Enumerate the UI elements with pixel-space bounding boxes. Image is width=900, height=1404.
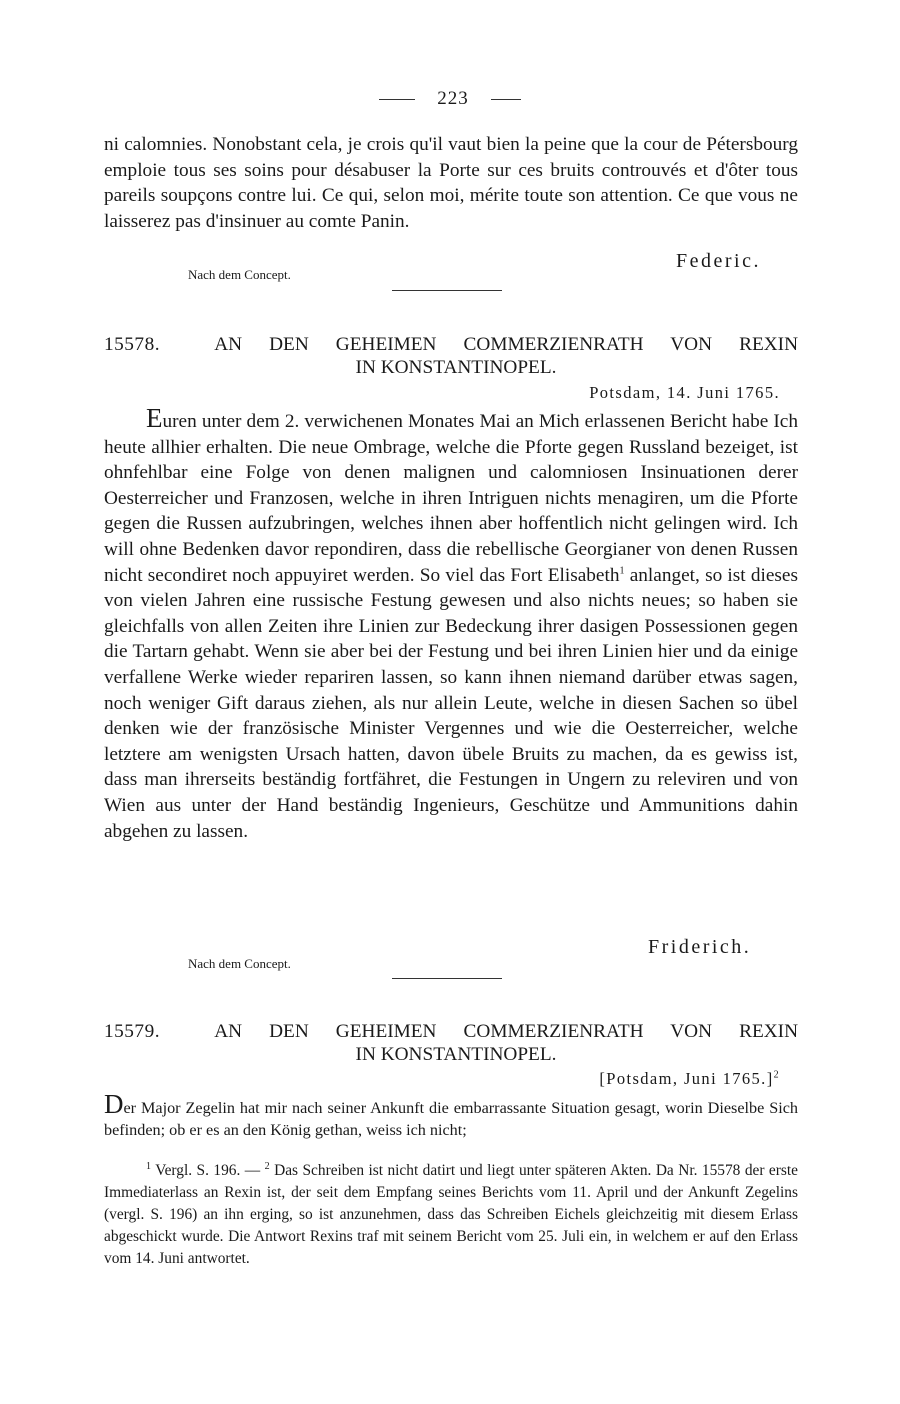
footnote-1-marker: 1	[146, 1160, 151, 1172]
letter1-number: 15578.	[104, 334, 161, 355]
letter1-signature: Friderich.	[648, 936, 752, 958]
intro-source-note: Nach dem Concept.	[188, 267, 291, 282]
separator-rule	[392, 290, 502, 291]
footnotes	[104, 1160, 798, 1270]
footnote-ref-1: 1	[619, 565, 625, 577]
letter2-dateline	[599, 1069, 780, 1089]
letter1-text-part1: uren unter dem 2. verwichenen Monates Mai an Mich erlassenen Bericht habe Ich heute allhier erhalten. Die neue Ombrage, welche die Pforte gegen Russland bezeiget, ist ohnfehlbar eine Folge von denen malignen und calomniosen Insinuationen derer Oesterreicher und Franzosen, welche in ihren Intriguen nichts menagiren, um die Pforte gegen die Russen aufzubringen, welches ihnen aber hoffentlich nicht gelingen wird. Ich will ohne Bedenken davor repondiren, dass die rebellische Georgianer von denen Russen nicht secondiret noch appuyiret werden. So viel das Fort Elisabeth	[104, 411, 798, 586]
intro-paragraph: ni calomnies. Nonobstant cela, je crois qu'il vaut bien la peine que la cour de Pétersbourg emploie tous ses soins pour désabuser la Porte sur ces bruits controuvés et d'ôter tous pareils soupçons contre lui. Ce qui, selon moi, mérite toute son attention. Ce que vous ne laisserez pas d'insinuer au comte Panin.	[104, 134, 798, 232]
page-header	[0, 88, 900, 110]
letter2-text: er Major Zegelin hat mir nach seiner Ankunft die embarrassante Situation gesagt, worin Dieselbe Sich befinden; ob er es an den König gethan, weiss ich nicht;	[104, 1099, 798, 1139]
letter1-heading-line2: IN KONSTANTINOPEL.	[355, 357, 557, 378]
separator-rule	[392, 978, 502, 979]
letter1-initial: E	[146, 403, 163, 433]
letter2-heading-line2: IN KONSTANTINOPEL.	[355, 1044, 557, 1065]
page-number: 223	[437, 88, 469, 109]
footnote-2-marker: 2	[264, 1160, 270, 1172]
header-dash-right	[491, 99, 521, 100]
letter2-paragraph	[104, 1089, 798, 1141]
letter1-heading-line1: AN DEN GEHEIMEN COMMERZIENRATH VON REXIN	[214, 334, 798, 355]
letter1-source-note: Nach dem Concept.	[188, 956, 291, 971]
letter2-initial: D	[104, 1089, 124, 1119]
footnote-2-text: Das Schreiben ist nicht datirt und liegt unter späteren Akten. Da Nr. 15578 der erste Immediaterlass an Rexin ist, der seit dem Empfang seines Berichts vom 11. April und der Ankunft Zegelins (vergl. S. 196) an ihn erging, so ist anzunehmen, dass das Schreiben Eichels gleichzeitig mit diesem Erlass abgeschickt wurde. Die Antwort Rexins traf mit seinem Bericht vom 25. Juli ein, in welchem er auf den Erlass vom 14. Juni antwortet.	[104, 1162, 798, 1267]
letter1-text-part2: anlanget, so ist dieses von vielen Jahren eine russische Festung gewesen und also nichts neues; so haben sie gleichfalls von allen Zeiten ihre Linien zur Bedeckung ihrer dasigen Possessionen gegen die Tartarn gehabt. Wenn sie aber bei der Festung und bei ihren Linien hier und da einige verfallene Werke wieder repariren lassen, so kann ihnen niemand darüber etwas sagen, noch weniger Gift daraus ziehen, als nur allein Leute, welche in diesen Sachen so übel denken wie der französische Minister Vergennes und wie die Oesterreicher, welche letztere am wenigsten Ursach hatten, davon übele Bruits zu machen, da es gewiss ist, dass man ihrerseits beständig fortfähret, die Festungen in Ungern zu releviren und von Wien aus unter der Hand beständig Ingenieurs, Geschütze und Ammunitions dahin abgehen zu lassen.	[104, 564, 798, 842]
letter2-heading	[104, 1020, 798, 1066]
intro-block	[104, 132, 798, 234]
letter2-number: 15579.	[104, 1021, 161, 1042]
letter1-heading	[104, 333, 798, 379]
intro-signature: Federic.	[676, 250, 761, 272]
letter1-paragraph	[104, 403, 798, 844]
footnote-1-text: Vergl. S. 196. —	[155, 1162, 261, 1179]
letter2-dateline-text: [Potsdam, Juni 1765.]	[599, 1069, 774, 1088]
letter1-dateline: Potsdam, 14. Juni 1765.	[589, 383, 780, 402]
letter2-heading-line1: AN DEN GEHEIMEN COMMERZIENRATH VON REXIN	[214, 1021, 798, 1042]
letter2-body	[104, 1089, 798, 1141]
letter1-body	[104, 403, 798, 844]
footnote-ref-2: 2	[773, 1069, 780, 1081]
header-dash-left	[379, 99, 415, 100]
